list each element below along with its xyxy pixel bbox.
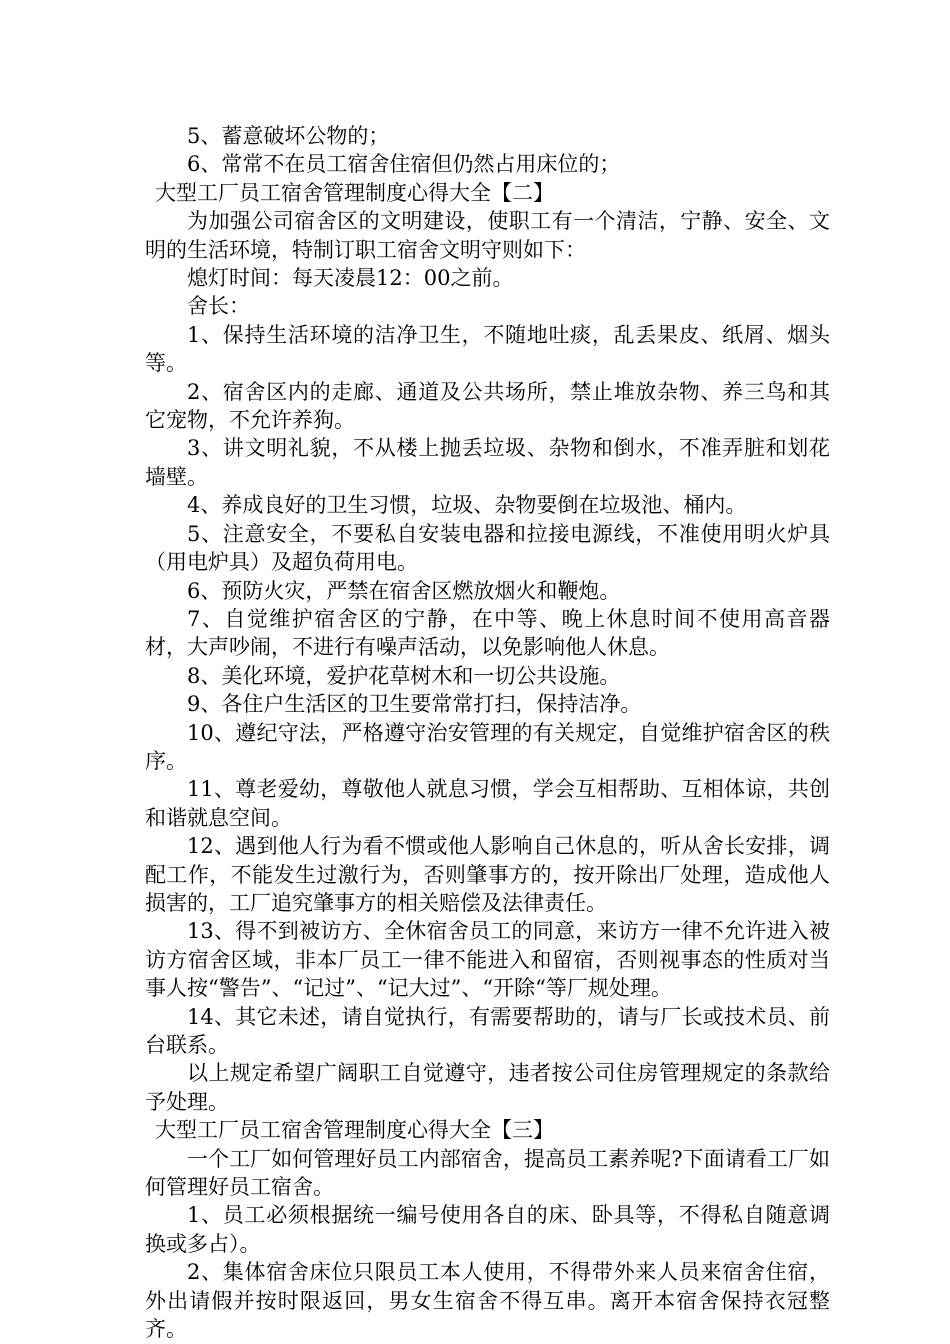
paragraph: 8、美化环境，爱护花草树木和一切公共设施。 [187,663,621,688]
paragraph: 5、蓄意破坏公物的； [187,124,390,148]
paragraph: 9、各住户生活区的卫生要常常打扫，保持洁净。 [187,692,642,717]
paragraph: 14、其它未述，请自觉执行，有需要帮助的，请与厂长或技术员、前台联系。 [145,1004,830,1057]
section-heading: 大型工厂员工宿舍管理制度心得大全【二】 [155,180,554,205]
paragraph: 4、养成良好的卫生习惯，垃圾、杂物要倒在垃圾池、桶内。 [187,493,747,518]
paragraph: 12、遇到他人行为看不惯或他人影响自己休息的，听从舍长安排，调配工作，不能发生过激行为，否则肇事方的，按开除出厂处理，造成他人损害的，工厂追究肇事方的相关赔偿及法律责任。 [145,834,830,915]
paragraph: 以上规定希望广阔职工自觉遵守，违者按公司住房管理规定的条款给予处理。 [145,1061,830,1114]
paragraph: 1、保持生活环境的洁净卫生，不随地吐痰，乱丢果皮、纸屑、烟头等。 [145,322,830,376]
section-heading: 大型工厂员工宿舍管理制度心得大全【三】 [155,1118,554,1143]
paragraph: 7、自觉维护宿舍区的宁静，在中等、晚上休息时间不使用高音器材，大声吵闹，不进行有噪声活动，以免影响他人休息。 [145,606,830,660]
paragraph: 6、常常不在员工宿舍住宿但仍然占用床位的； [187,152,621,177]
paragraph: 2、宿舍区内的走廊、通道及公共场所，禁止堆放杂物、养三鸟和其它宠物，不允许养狗。 [145,379,830,433]
paragraph: 10、遵纪守法，严格遵守治安管理的有关规定，自觉维护宿舍区的秩序。 [145,720,830,773]
paragraph: 熄灯时间：每天凌晨12：00之前。 [187,266,514,291]
paragraph: 13、得不到被访方、全休宿舍员工的同意，来访方一律不允许进入被访方宿舍区域，非本厂员工一律不能进入和留宿，否则视事态的性质对当事人按“警告”、“记过”、“记大过”、“开除“等厂规处理。 [145,919,830,1001]
paragraph: 5、注意安全，不要私自安装电器和拉接电源线，不准使用明火炉具（用电炉具）及超负荷用电。 [145,521,830,575]
paragraph: 1、员工必须根据统一编号使用各自的床、卧具等，不得私自随意调换或多占）。 [145,1203,830,1256]
paragraph: 6、预防火灾，严禁在宿舍区燃放烟火和鞭炮。 [187,578,621,603]
paragraph: 2、集体宿舍床位只限员工本人使用，不得带外来人员来宿舍住宿，外出请假并按时限返回，男女生宿舍不得互串。离开本宿舍保持衣冠整齐。 [145,1260,830,1342]
paragraph: 11、尊老爱幼，尊敬他人就息习惯，学会互相帮助、互相体谅，共创和谐就息空间。 [145,777,830,830]
paragraph: 为加强公司宿舍区的文明建设，使职工有一个清洁，宁静、安全、文明的生活环境，特制订职工宿舍文明守则如下： [145,209,830,262]
paragraph: 3、讲文明礼貌，不从楼上抛丢垃圾、杂物和倒水，不准弄脏和划花墙壁。 [145,436,830,489]
paragraph: 舍长： [187,294,250,319]
document-body [145,122,830,1343]
paragraph: 一个工厂如何管理好员工内部宿舍，提高员工素养呢?下面请看工厂如何管理好员工宿舍。 [145,1146,830,1200]
